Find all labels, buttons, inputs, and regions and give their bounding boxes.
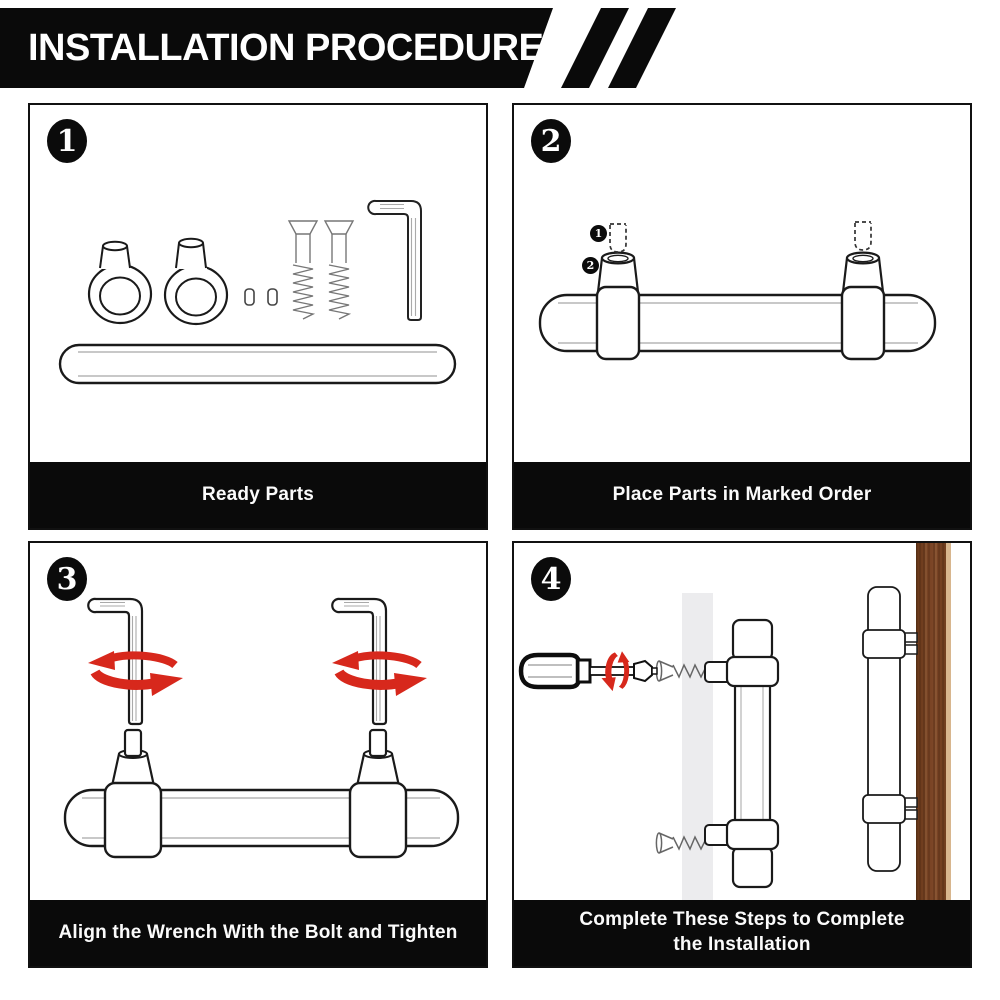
step-number-badge: 2: [531, 119, 571, 163]
step-caption: [514, 462, 970, 528]
header-banner: [0, 0, 1000, 96]
step-panel-1: [28, 103, 488, 530]
door-panel-icon: [916, 543, 951, 900]
mounting-post-icon: [597, 253, 639, 359]
screwdriver-icon: [521, 655, 657, 687]
caption-line: Complete These Steps to Complete: [579, 909, 905, 931]
ring-connector-icon: [89, 242, 151, 323]
caption-line: Place Parts in Marked Order: [612, 483, 872, 505]
mounting-post-icon: [105, 730, 161, 857]
mounting-wall-strip: [682, 593, 713, 900]
step-panel-2: [512, 103, 972, 530]
place-parts-illustration: [514, 105, 970, 462]
caption-line: the Installation: [673, 934, 811, 955]
step-caption: [30, 900, 486, 966]
order-marker-2: 2: [582, 257, 599, 274]
ring-connector-icon: [165, 239, 227, 324]
screw-icon: [325, 221, 353, 319]
ready-parts-illustration: [30, 105, 486, 462]
mounting-post-icon: [350, 730, 406, 857]
final-installation-illustration: [514, 543, 970, 900]
mounted-handle-profile-icon: [863, 587, 917, 871]
step-caption: [514, 900, 970, 966]
step-number-badge: 1: [47, 119, 87, 163]
tighten-bolt-illustration: [30, 543, 486, 900]
hex-wrench-icon: [368, 201, 421, 320]
step-number-badge: 3: [47, 557, 87, 601]
dashed-pin-icon: [610, 222, 871, 252]
step-caption: [30, 462, 486, 528]
screw-icon: [289, 221, 317, 319]
page-title: INSTALLATION PROCEDURE: [28, 26, 544, 69]
handle-bar-icon: [60, 345, 455, 383]
step-number-badge: 4: [531, 557, 571, 601]
order-marker-1: 1: [590, 225, 607, 242]
caption-line: Align the Wrench With the Bolt and Tighten: [58, 921, 458, 943]
step-panel-4: [512, 541, 972, 968]
step-panel-3: [28, 541, 488, 968]
caption-line: Ready Parts: [201, 483, 315, 505]
handle-front-icon: [705, 620, 778, 887]
mounting-post-icon: [842, 253, 884, 359]
set-pin-icon: [245, 289, 277, 305]
